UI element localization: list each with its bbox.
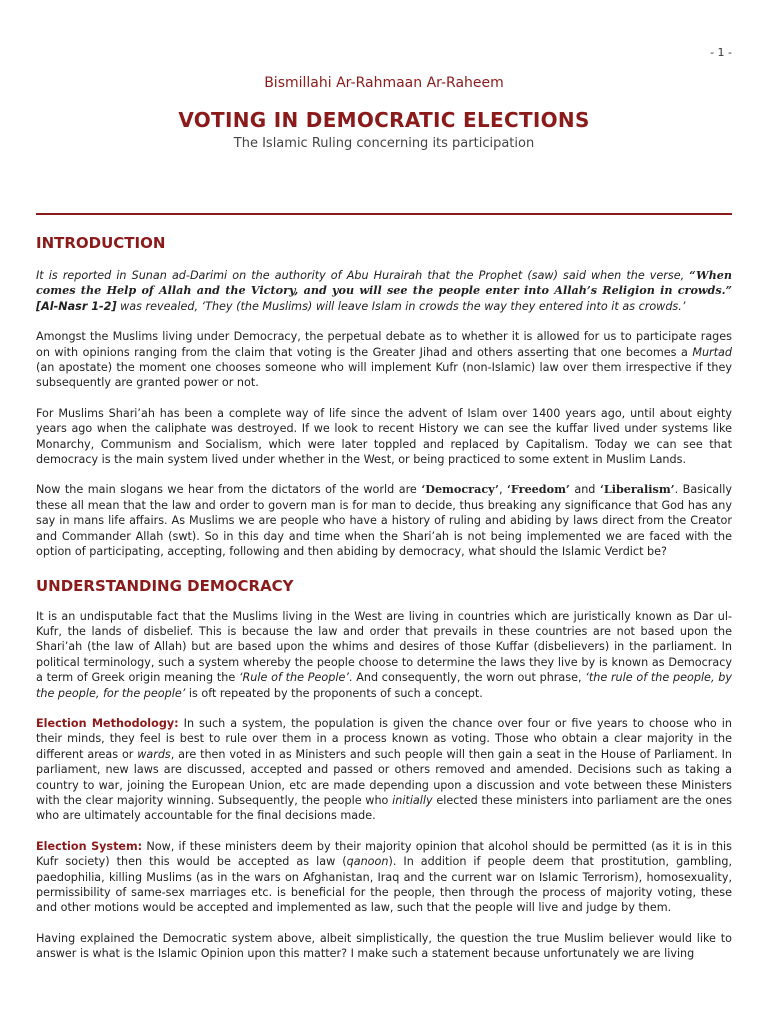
understanding-paragraph-2 (36, 716, 732, 824)
quran-reference: [Al-Nasr 1-2] (36, 299, 117, 313)
phrase-by-the-people: ‘the rule of the people, by the people, for the people’ (36, 671, 732, 700)
heading-introduction: INTRODUCTION (36, 234, 166, 252)
intro-p4-and: and (574, 483, 596, 497)
bismillah-line: Bismillahi Ar-Rahmaan Ar-Raheem (264, 75, 504, 91)
und-p2-text-c: , are then voted in as Ministers and such people will then gain a seat in the House of Parliament. In parliament, new laws are discussed, accepted and passed or others removed and amended. Decisions such as taking a country to war, joining the European Union, etc are made depending upon a discussion and vote between these Ministers with the clear majority winning. Subsequently, the people who (36, 747, 732, 807)
understanding-paragraph-1 (36, 609, 732, 701)
phrase-rule-of-the-people: ‘Rule of the People’ (238, 671, 349, 685)
term-murtad: Murtad (692, 345, 732, 359)
understanding-paragraph-4: Having explained the Democratic system above, albeit simplistically, the question the true Muslim believer would like to answer is what is the Islamic Opinion upon this matter? I make such a statement because unfortunately we are living (36, 931, 732, 961)
term-wards: wards (137, 747, 171, 761)
intro-paragraph-2 (36, 329, 732, 391)
heading-understanding-democracy: UNDERSTANDING DEMOCRACY (36, 576, 294, 595)
intro-p2-text-a: Amongst the Muslims living under Democracy, the perpetual debate as to whether it is allowed for us to participate rages on with opinions ranging from the claim that voting is the Greater Jihad and others asserting that one becomes a (36, 330, 732, 359)
document-title: VOTING IN DEMOCRATIC ELECTIONS (178, 108, 590, 132)
run-in-heading-election-methodology: Election Methodology: (36, 716, 179, 730)
und-p3-text-a: Now, if these ministers deem by their majority opinion that alcohol should be permitted (as it is in this Kufr society) then this would be accepted as law ( (36, 839, 732, 869)
understanding-paragraph-3 (36, 839, 732, 916)
und-p3-text-c: ). In addition if people deem that prostitution, gambling, paedophilia, killing Muslims (as in the wars on Afghanistan, Iraq and the current war on Islamic Terrorism), homosexuality, permissibility of same-sex marriages etc. is beneficial for the people, then through the process of majority voting, these and other motions would be accepted and implemented as law, such that the people will live and judge by them. (36, 855, 732, 915)
intro-p4-text-g: . Basically these all mean that the law and order to govern man is for man to decide, thus breaking any significance that God has any say in mans life affairs. As Muslims we are people who have a history of ruling and abiding by laws direct from the Creator and Commander Allah (swt). So in this day and time when the Shari’ah is not being implemented we are faced with the option of participating, accepting, following and then abiding by democracy, what should the Islamic Verdict be? (36, 483, 732, 559)
und-p1-text-e: is oft repeated by the proponents of such a concept. (188, 686, 483, 700)
intro-p2-text-c: (an apostate) the moment one chooses someone who will implement Kufr (non-Islamic) law over them irrespective if they subsequently are granted power or not. (36, 361, 732, 390)
page-number: - 1 - (710, 46, 732, 59)
intro-p1-text-d: was revealed, ‘They (the Muslims) will leave Islam in crowds the way they entered into it as crowds.’ (120, 299, 686, 313)
quran-quote: “When comes the Help of Allah and the Victory, and you will see the people enter into Allah’s Religion in crowds.” (36, 268, 732, 298)
und-p1-text-a: It is an undisputable fact that the Muslims living in the West are living in countries which are juristically known as Dar ul-Kufr, the lands of disbelief. This is because the law and order that prevails in these countries are not based upon the Shari’ah (the law of Allah) but are based upon the whims and desires of those Kuffar (disbelievers) in the parliament. In political terminology, such a system whereby the people choose to determine the laws they live by is known as Democracy a term of Greek origin meaning the (36, 609, 732, 685)
intro-paragraph-1 (36, 268, 732, 314)
keyword-liberalism: ‘Liberalism’ (599, 482, 675, 497)
document-body (36, 232, 732, 977)
und-p2-text-a: In such a system, the population is given the chance over four or five years to choose who in their minds, they feel is best to rule over them in a process known as voting. Those who obtain a clear majority in the different areas or (36, 716, 733, 761)
intro-paragraph-3: For Muslims Shari’ah has been a complete way of life since the advent of Islam over 1400 years ago, until about eighty years ago when the caliphate was destroyed. If we look to recent History we can see the kuffar lived under systems like Monarchy, Communism and Socialism, which were later toppled and replaced by Capitalism. Today we can see that democracy is the main system lived under whether in the West, or being practiced to some extent in Muslim Lands. (36, 406, 732, 467)
keyword-freedom: ‘Freedom’ (507, 482, 570, 497)
und-p2-text-e: elected these ministers into parliament are the ones who are ultimately accountable for the final decisions made. (36, 793, 733, 823)
und-p1-text-c: . And consequently, the worn out phrase, (348, 671, 582, 685)
run-in-heading-election-system: Election System: (36, 839, 143, 853)
intro-paragraph-4 (36, 482, 732, 559)
document-subtitle: The Islamic Ruling concerning its participation (233, 136, 535, 151)
title-divider (36, 213, 732, 215)
keyword-democracy: ‘Democracy’ (421, 482, 499, 497)
intro-p1-text-a: It is reported in Sunan ad-Darimi on the authority of Abu Hurairah that the Prophet (saw) said when the verse, (36, 269, 685, 282)
intro-p4-comma: , (498, 483, 503, 497)
term-qanoon: qanoon (346, 855, 389, 869)
term-initially: initially (392, 793, 433, 807)
intro-p4-text-a: Now the main slogans we hear from the dictators of the world are (36, 483, 417, 497)
